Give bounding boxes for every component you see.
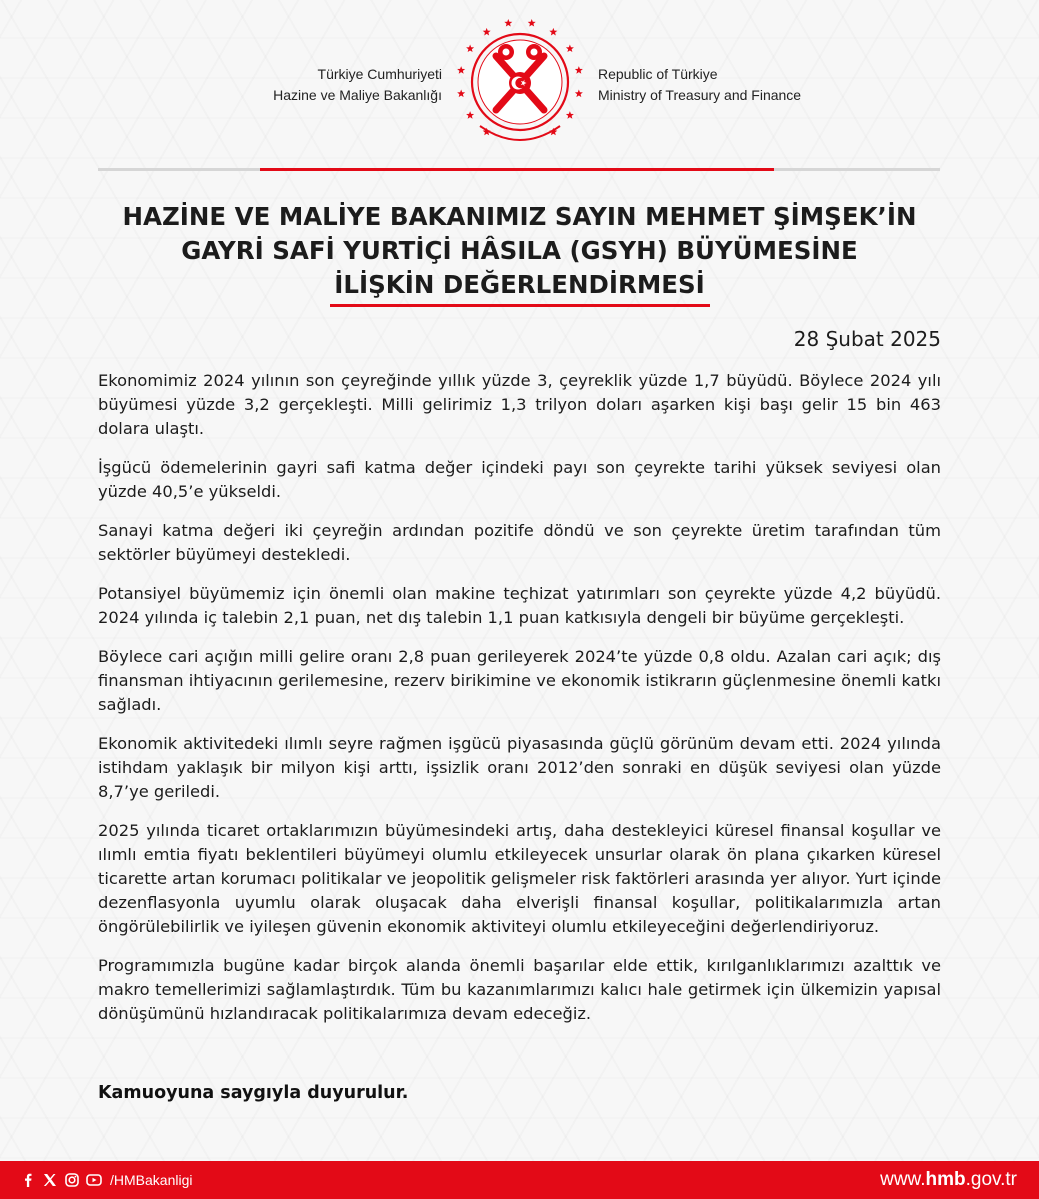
org-tr-line2: Hazine ve Maliye Bakanlığı (273, 87, 442, 103)
org-name-english (598, 64, 801, 106)
org-name-turkish (273, 64, 442, 106)
paragraph: Ekonomik aktivitedeki ılımlı seyre rağmen işgücü piyasasında güçlü görünüm devam etti. 2024 yılında istihdam yaklaşık bir milyon kişi arttı, işsizlik oranı 2012’den sonraki en düşük seviyesi olan yüzde 8,7’ye geriledi. (98, 734, 941, 801)
website-link[interactable] (880, 1168, 1017, 1192)
youtube-icon[interactable] (86, 1172, 102, 1188)
paragraph: 2025 yılında ticaret ortaklarımızın büyümesindeki artış, daha destekleyici küresel finansal koşullar ve ılımlı emtia fiyatı beklentileri büyümeyi olumlu etkileyecek unsurlar olarak ön plana çıkarken küresel ticarette artan korumacı politikalar ve jeopolitik gelişmeler risk faktörleri arasında yer alıyor. Yurt içinde dezenflasyonla uyumlu olarak oluşacak daha elverişli finansal koşullar, politikalarımızla artan öngörülebilirlik ve iyileşen güvenin ekonomik aktiviteyi olumlu etkileyeceğini değerlendiriyoruz. (98, 821, 941, 936)
website-suffix: .gov.tr (965, 1169, 1017, 1190)
footer-bar (0, 1161, 1039, 1199)
emblem-star-icon (549, 28, 557, 36)
emblem-star-icon (457, 90, 465, 98)
title-line2: GAYRİ SAFİ YURTİÇİ HÂSILA (GSYH) BÜYÜMESİNE (181, 236, 858, 265)
emblem-star-icon (457, 66, 465, 74)
emblem-star-icon (483, 28, 491, 36)
instagram-icon[interactable] (64, 1172, 80, 1188)
header-divider-accent (260, 168, 774, 171)
paragraph: Potansiyel büyümemiz için önemli olan makine teçhizat yatırımları son çeyrekte yüzde 4,2 büyüdü. 2024 yılında iç talebin 2,1 puan, net dış talebin 1,1 puan katkısıyla dengeli bir büyüme gerçekleşti. (98, 584, 941, 627)
org-en-line2: Ministry of Treasury and Finance (598, 87, 802, 103)
paragraph: İşgücü ödemelerinin gayri safi katma değer içindeki payı son çeyrekte tarihi yüksek seviyesi olan yüzde 40,5’e yükseldi. (98, 458, 941, 501)
website-prefix: www. (880, 1169, 926, 1190)
document-title (60, 200, 979, 302)
title-line3: İLİŞKİN DEĞERLENDİRMESİ (334, 270, 705, 299)
emblem-star-icon (466, 44, 474, 52)
org-tr-line1: Türkiye Cumhuriyeti (317, 66, 442, 82)
org-en-line1: Republic of Türkiye (598, 66, 718, 82)
paragraph: Böylece cari açığın milli gelire oranı 2,8 puan gerileyerek 2024’te yüzde 0,8 oldu. Azalan cari açık; dış finansman ihtiyacının gerilemesine, rezerv birikimine ve ekonomik istikrarın güçlenmesine önemli katkı sağladı. (98, 647, 941, 714)
ministry-emblem-icon (450, 14, 590, 159)
emblem-star-icon (566, 44, 574, 52)
document-date: 28 Şubat 2025 (793, 327, 941, 351)
title-line1: HAZİNE VE MALİYE BAKANIMIZ SAYIN MEHMET ŞİMŞEK’İN (122, 202, 917, 231)
emblem-star-icon (528, 19, 536, 27)
website-domain: hmb (925, 1169, 966, 1190)
social-links (20, 1170, 192, 1190)
paragraph: Sanayi katma değeri iki çeyreğin ardından pozitife döndü ve son çeyrekte üretim tarafından tüm sektörler büyümeyi destekledi. (98, 521, 941, 564)
x-icon[interactable] (42, 1172, 58, 1188)
emblem-star-icon (466, 111, 474, 119)
paragraph: Ekonomimiz 2024 yılının son çeyreğinde yıllık yüzde 3, çeyreklik yüzde 1,7 büyüdü. Böylece 2024 yılı büyümesi yüzde 3,2 gerçekleşti. Milli gelirimiz 1,3 trilyon doları aşarken kişi başı gelir 15 bin 463 dolara ulaştı. (98, 371, 941, 438)
emblem-star-icon (504, 19, 512, 27)
document-body (98, 369, 941, 1041)
emblem-star-icon (575, 90, 583, 98)
emblem-star-icon (566, 111, 574, 119)
social-handle[interactable]: /HMBakanligi (110, 1172, 193, 1188)
letterhead (0, 0, 1039, 170)
paragraph: Programımızla bugüne kadar birçok alanda önemli başarılar elde ettik, kırılganlıklarımızı azalttık ve makro temellerimizi sağlamlaştırdık. Tüm bu kazanımlarımızı kalıcı hale getirmek için ülkemizin yapısal dönüşümünü hızlandıracak politikalarımıza devam edeceğiz. (98, 956, 941, 1023)
facebook-icon[interactable] (20, 1172, 36, 1188)
closing-statement: Kamuoyuna saygıyla duyurulur. (98, 1083, 409, 1103)
emblem-star-icon (575, 66, 583, 74)
title-underline (330, 304, 710, 307)
